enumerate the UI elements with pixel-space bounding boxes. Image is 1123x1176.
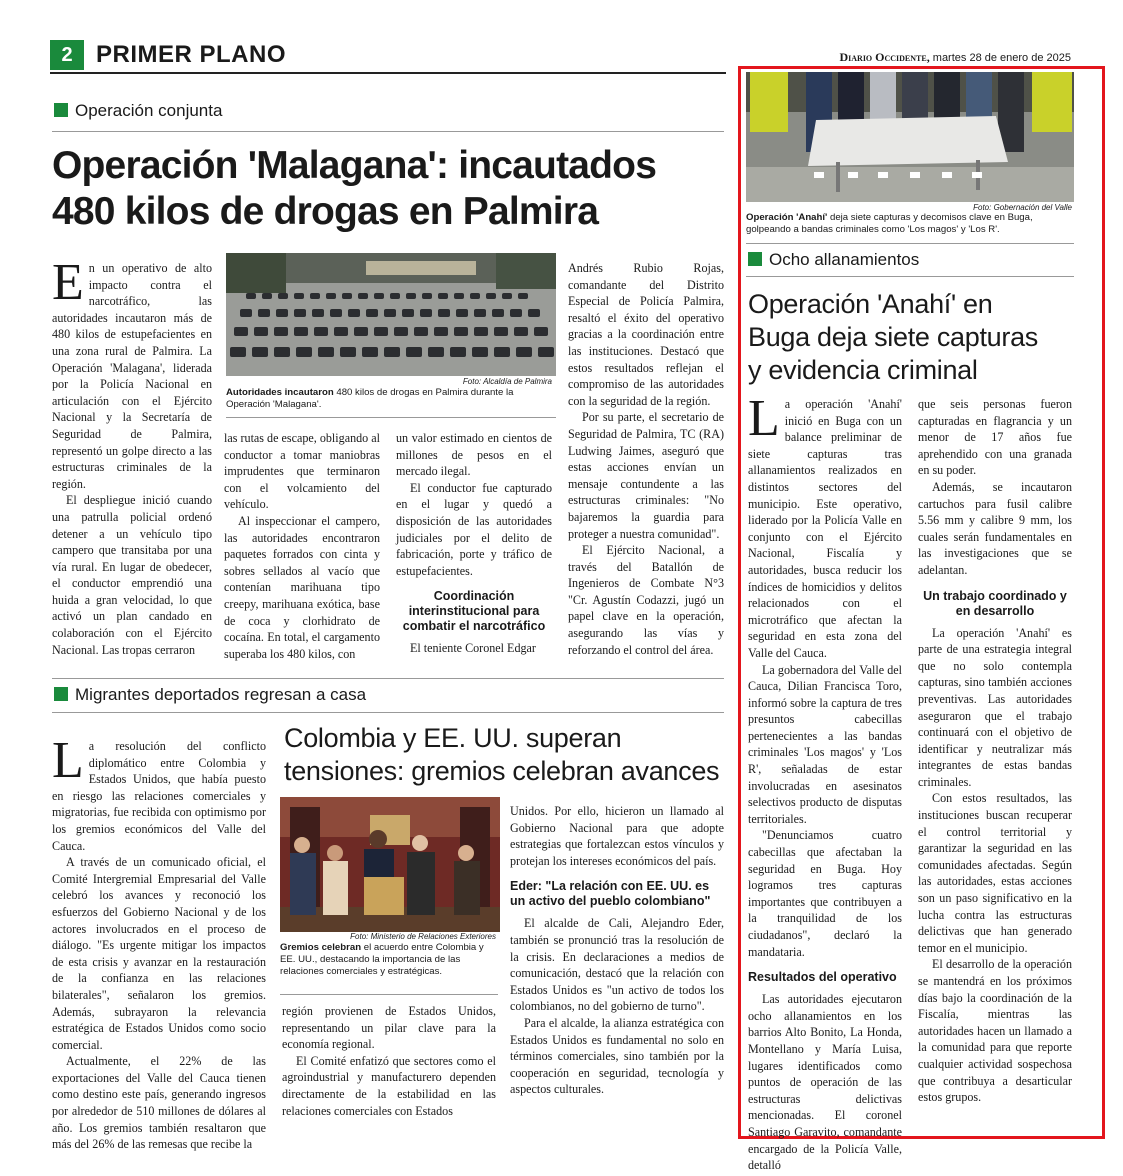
story3-caption-rule <box>746 243 1074 244</box>
story1-photo <box>226 253 556 376</box>
story1-rule <box>52 131 724 132</box>
story3-caption: Operación 'Anahí' deja siete capturas y decomisos clave en Buga, golpeando a bandas criminales como 'Los magos' y 'Los R'. <box>746 212 1033 235</box>
section-title: PRIMER PLANO <box>96 41 287 68</box>
story3-column-1: La operación 'Anahí' inició en Buga con un balance preliminar de siete capturas tras allanamientos realizados en distintos sectores del municipio. Este operativo, liderado por la Policía Valle en conjunto con el Ejército Nacional, Fiscalía y autoridades, busca reducir los índices de homicidios y delitos relacionados con el microtráfico que afectan la seguridad en esta zona del Valle del Cauca. La gobernadora del Valle del Cauca, Dilian Francisca Toro, informó sobre la captura de tres presuntos cabecillas pertenecientes a las bandas criminales 'Los magos' y 'Los R', señaladas de estar involucradas en asesinatos selectivos producto de disputas territoriales. "Denunciamos cuatro cabecillas que afectaban la seguridad en Buga. Hoy logramos tres capturas importantes que contribuyen a la tranquilidad de los ciudadanos", declaró la mandataria. Resultados del operativo Las autoridades ejecutaron ocho allanamientos en los barrios Alto Bonito, La Honda, Montellano y María Luisa, lugares identificados como puntos de operación de las estructuras delictivas mencionadas. El coronel Santiago Garavito, comandante encargado de la Policía Valle, detalló <box>748 390 902 1173</box>
story2-caption-rule <box>280 994 498 995</box>
story3-headline: Operación 'Anahí' en Buga deja siete capturas y evidencia criminal <box>748 289 1038 385</box>
story3-column-2: que seis personas fueron capturadas en flagrancia y un menor de 17 años fue aprehendido con una granada en su poder. Además, se incautaron cartuchos para fusil calibre 5.56 mm y calibre 9 mm, los cuales serán fundamentales en las investigaciones que se adelantan. Un trabajo coordinado y en desarrollo La operación 'Anahí' es parte de una estrategia integral que no solo contempla capturas, sino también acciones preventivas. Las autoridades aseguraron que el trabajo continuará con el objetivo de identificar y neutralizar más integrantes de estas bandas criminales. Con estos resultados, las instituciones buscan recuperar el control territorial y garantizar la seguridad en las comunidades afectadas. Según las autoridades, estas acciones son un paso significativo en la lucha contra las estructuras delictivas que han generado temor en el municipio. El desarrollo de la operación se mantendrá en los próximos días bajo la coordinación de la Fiscalía, mientras las autoridades hacen un llamado a la comunidad para que reporte cualquier actividad sospechosa que contribuya a desarticular estos grupos. <box>918 397 1072 1105</box>
page-number-badge: 2 <box>50 40 84 70</box>
story3-photo-credit: Foto: Gobernación del Valle <box>973 203 1072 212</box>
story2-caption: Gremios celebran el acuerdo entre Colombia y EE. UU., destacando la importancia de las relaciones comerciales y estratégicas. <box>280 942 484 977</box>
story3-subhead-1: Resultados del operativo <box>748 970 897 985</box>
story1-subhead: Coordinación interinstitucional para combatir el narcotráfico <box>402 589 546 634</box>
paper-name: Diario Occidente, <box>839 50 930 64</box>
story1-headline: Operación 'Malagana': incautados 480 kilos de drogas en Palmira <box>52 144 657 233</box>
story3-photo <box>746 72 1074 202</box>
story2-subhead: Eder: "La relación con EE. UU. es un activo del pueblo colombiano" <box>510 879 711 909</box>
story1-caption: Autoridades incautaron 480 kilos de drogas en Palmira durante la Operación 'Malagana'. <box>226 387 514 410</box>
story1-column-2: las rutas de escape, obligando al conductor a tomar maniobras imprudentes que terminaron con el volcamiento del vehículo. Al inspeccionar el campero, las autoridades encontraron paquetes forrados con cinta y sobres sellados al vacío que contenían marihuana tipo creepy, marihuana exótica, base de coca y clorhidrato de cocaína. En total, el cargamento superaba los 480 kilos, con <box>224 431 380 661</box>
story1-column-1: En un operativo de alto impacto contra el narcotráfico, las autoridades incautaron más de 480 kilos de estupefacientes en una zona rural de Palmira. La Operación 'Malagana', liderada por la Policía Nacional en articulación con el Ejército Nacional y la Secretaría de Seguridad de Palmira, representó un golpe directo a las estructuras criminales de la región. El despliegue inició cuando una patrulla policial ordenó detener a un vehículo tipo campero que transitaba por una vía rural. En lugar de obedecer, el conductor emprendió una huida a gran velocidad, lo que activó un plan candado en colaboración con el Ejército Nacional. Las tropas cerraron <box>52 254 212 657</box>
story2-column-2: región provienen de Estados Unidos, representando un pilar clave para la economía regional. El Comité enfatizó que sectores como el agroindustrial y manufacturero dependen directamente de la estabilidad en las relaciones comerciales con Estados <box>282 1004 496 1118</box>
green-square-icon <box>748 252 762 266</box>
header-rule <box>50 72 726 74</box>
story1-kicker: Operación conjunta <box>54 100 222 122</box>
green-square-icon <box>54 687 68 701</box>
story2-kicker: Migrantes deportados regresan a casa <box>54 684 366 706</box>
story3-subhead-2: Un trabajo coordinado y en desarrollo <box>923 588 1067 618</box>
story2-headline: Colombia y EE. UU. superan tensiones: gremios celebran avances <box>284 723 720 786</box>
masthead <box>839 50 1071 65</box>
story1-column-3: un valor estimado en cientos de millones de pesos en el mercado ilegal. El conductor fue capturado en el lugar y quedó a disposición de las autoridades judiciales por el delito de fabricación, porte y tráfico de estupefacientes. Coordinación interinstitucional para combatir el narcotráfico El teniente Coronel Edgar <box>396 431 552 656</box>
story1-column-4: Andrés Rubio Rojas, comandante del Distrito Especial de Policía Palmira, resaltó el éxito del operativo gracias a la coordinación entre las instituciones. Destacó que estos resultados reflejan el compromiso de las autoridades con la seguridad de la región. Por su parte, el secretario de Seguridad de Palmira, TC (RA) Ludwing Jaimes, aseguró que estas acciones envían un mensaje contundente a las estructuras criminales: "No bajaremos la guardia para proteger a nuestra comunidad". El Ejército Nacional, a través del Batallón de Ingenieros de Combate N°3 "Cr. Agustín Codazzi, jugó un papel clave en la operación, asegurando las vías y reforzando el control del área. <box>568 261 724 657</box>
story3-rule <box>746 276 1074 277</box>
story2-rule <box>52 712 724 713</box>
issue-date: martes 28 de enero de 2025 <box>932 52 1071 64</box>
story2-photo-credit: Foto: Ministerio de Relaciones Exteriores <box>350 932 496 941</box>
story2-photo <box>280 797 500 932</box>
story2-column-1: La resolución del conflicto diplomático entre Colombia y Estados Unidos, que había puesto en riesgo las relaciones comerciales y migratorias, fue recibida con optimismo por los gremios económicos del Valle del Cauca. A través de un comunicado oficial, el Comité Intergremial Empresarial del Valle celebró los avances y reconoció los esfuerzos del Gobierno Nacional y de los actores involucrados en el proceso de diálogo. "Es urgente mitigar los impactos de esta crisis y avanzar en la restauración de la confianza en las relaciones bilaterales", señalaron los gremios. Además, subrayaron la relevancia estratégica de Estados Unidos como socio comercial. Actualmente, el 22% de las exportaciones del Valle del Cauca tienen como destino este país, generando ingresos por alrededor de 510 millones de dólares al año. Los gremios también resaltaron que más del 26% de las remesas que recibe la <box>52 732 266 1152</box>
story3-kicker: Ocho allanamientos <box>748 249 919 271</box>
story2-column-3: Unidos. Por ello, hicieron un llamado al Gobierno Nacional para que adopte estrategias que fortalezcan estos vínculos y protejan los intereses económicos del país. Eder: "La relación con EE. UU. es un activo del pueblo colombiano" El alcalde de Cali, Alejandro Eder, también se pronunció tras la resolución de la crisis. En declaraciones a medios de comunicación, destacó que la relación con Estados Unidos es "un activo de todos los colombianos, no del gobierno de turno". Para el alcalde, la alianza estratégica con Estados Unidos es fundamental no solo en términos comerciales, sino también por la cooperación en seguridad, tecnología y aspectos culturales. <box>510 804 724 1097</box>
story1-photo-credit: Foto: Alcaldía de Palmira <box>462 377 552 386</box>
story1-caption-rule <box>226 417 556 418</box>
story2-top-rule <box>52 678 724 679</box>
green-square-icon <box>54 103 68 117</box>
